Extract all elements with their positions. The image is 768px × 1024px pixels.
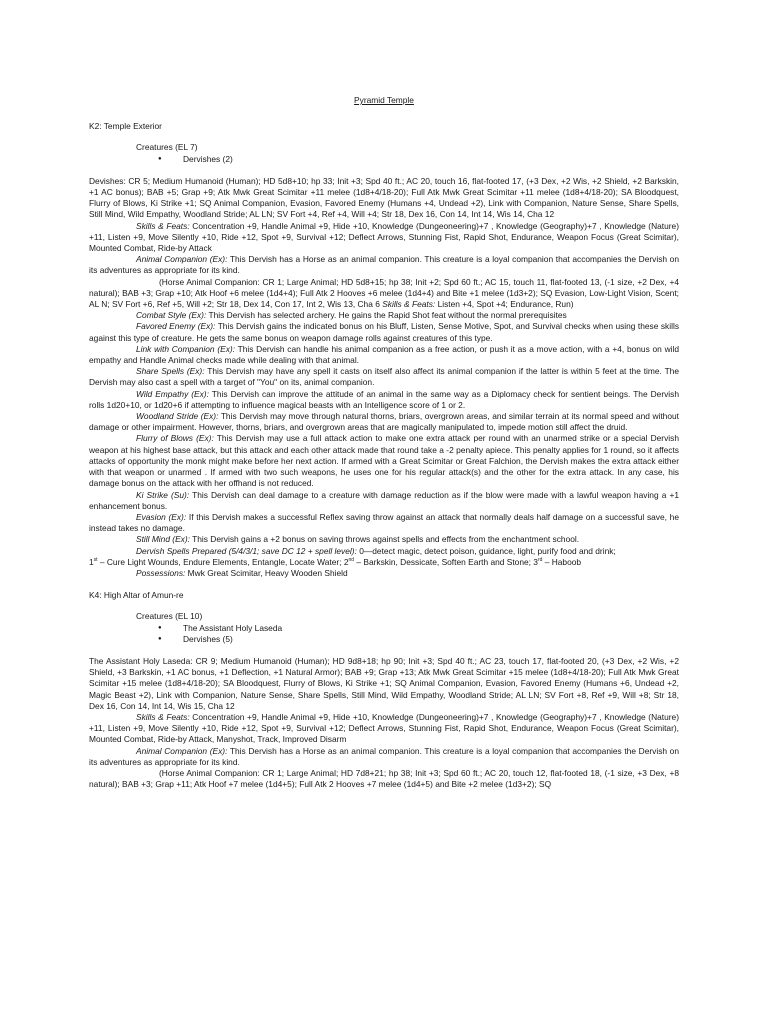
skills-label: Skills & Feats: — [136, 711, 190, 722]
ability-text: This Dervish gains a +2 bonus on saving throws against spells and effects from the enchantment school. — [189, 534, 580, 545]
creatures-label-k2: Creatures (EL 7) — [136, 142, 198, 153]
ability-label: Still Mind (Ex): — [136, 534, 190, 545]
companion-text: This Dervish has a Horse as an animal companion. This creature is a loyal companion that accompanies the Dervish on its adventures as appropriate for its kind. — [89, 254, 679, 276]
horse-stat-text: (Horse Animal Companion: CR 1; Large Animal; HD 7d8+21; hp 38; Init +3; Spd 60 ft.; AC 20, touch 12, flat-footed 18, (-1 size, +3 Dex, +8 natural); BAB +3; Grap +11; Atk Hoof +7 melee (1d4+5); Full Atk 2 Hooves +7 melee (1d4+5) and Bite +2 melee (1d3+2); SQ — [89, 767, 679, 790]
spells-level-1-sup: st — [93, 556, 98, 563]
ability-paragraph — [89, 512, 679, 534]
spells-level-2: – Barkskin, Dessicate, Soften Earth and Stone; 3 — [354, 556, 538, 567]
possessions-label: Possessions: — [136, 567, 186, 578]
ability-text: This Dervish can improve the attitude of an animal in the same way as a Diplomacy check for sentient beings. The Dervish rolls 1d20+10, or 1d20+6 if attempting to influence magical beasts with an Intelligence score of 1 or 2. — [89, 388, 680, 410]
stat-block: The Assistant Holy Laseda: CR 9; Medium Humanoid (Human); HD 9d8+18; hp 90; Init +3; Spd 40 ft.; AC 23, touch 17, flat-footed 20, (+3 Dex, +2 Wis, +2 Shield, +3 Barkskin, +1 AC bonus, +1 Deflection, +1 Natural Armor); BAB +9; Grap +13; Atk Mwk Great Scimitar +15 melee (1d8+4/18-20); Full Atk Mwk Great Scimitar +15 melee (1d8+4/18-20); SA Bloodquest, Flurry of Blows, Ki Strike +1; SQ Animal Companion, Evasion, Favored Enemy (Humans +6, Undead +2, Magic Beast +2), Link with Companion, Nature Sense, Share Spells, Still Mind, Wild Empathy, Woodland Stride; AL LN; SV Fort +8, Ref +9, Will +8; Str 18, Dex 16, Con 14, Int 14, Wis 15, Cha 12 — [89, 655, 679, 711]
document-title: Pyramid Temple — [354, 95, 414, 105]
companion-paragraph — [89, 746, 679, 768]
ability-text: This Dervish may have any spell it casts on itself also affect its animal companion if the latter is within 5 feet at the time. The Dervish may also cast a spell with a target of "You" on its, animal companion. — [89, 366, 679, 388]
spells-paragraph — [89, 546, 679, 568]
skills-label: Skills & Feats: — [136, 220, 190, 231]
skills-paragraph — [89, 221, 679, 255]
ability-paragraph — [89, 534, 679, 545]
spells-level-3: – Haboob — [542, 556, 582, 567]
ability-paragraph — [89, 389, 679, 411]
horse-stat-paragraph — [89, 277, 679, 311]
ability-text: This Dervish can deal damage to a creature with damage reduction as if the blow were made with a lawful weapon having a +1 enhancement bonus. — [89, 489, 679, 511]
horse-skills-text: Listen +4, Spot +4; Endurance, Run) — [435, 299, 574, 310]
ability-paragraph — [89, 411, 679, 433]
spells-level-3-sup: rd — [537, 556, 543, 563]
spells-level-2-sup: nd — [348, 556, 355, 563]
spells-level-1: – Cure Light Wounds, Endure Elements, Entangle, Locate Water; 2 — [97, 556, 349, 567]
ability-label: Share Spells (Ex): — [136, 366, 205, 377]
ability-paragraph — [89, 344, 679, 366]
skills-paragraph — [89, 712, 679, 746]
ability-text: This Dervish has selected archery. He gains the Rapid Shot feat without the normal prerequisites — [206, 310, 567, 321]
skills-text: Concentration +9, Handle Animal +9, Hide +10, Knowledge (Dungeoneering)+7 , Knowledge (Geography)+7 , Knowledge (Nature) +11, Listen +9, Move Silently +10, Ride +12, Spot +9, Survival +12; Deflect Arrows, Stunning Fist, Rapid Shot, Endurance, Weapon Focus (Great Scimitar), Mounted Combat, Ride-by Attack — [89, 220, 679, 254]
ability-label: Link with Companion (Ex): — [136, 343, 236, 354]
ability-paragraph — [89, 433, 679, 489]
skills-text: Concentration +9, Handle Animal +9, Hide +10, Knowledge (Dungeoneering)+7 , Knowledge (Geography)+7 , Knowledge (Nature) +11, Listen +9, Move Silently +10, Ride +12, Spot +9, Survival +12; Deflect Arrows, Stunning Fist, Rapid Shot, Endurance, Weapon Focus (Great Scimitar), Mounted Combat, Ride-by Attack, Manyshot, Track, Improved Disarm — [89, 711, 679, 745]
ability-text: This Dervish may move through natural thorns, briars, overgrown areas, and similar terrain at its normal speed and without damage or other impairment. However, thorns, briars, and overgrown areas that are magically manipulated to, impede motion still affect the druid. — [89, 411, 679, 433]
ability-label: Wild Empathy (Ex): — [136, 388, 209, 399]
ability-text: This Dervish can handle his animal companion as a free action, or push it as a move action, with a +4, bonus on wild empathy and Handle Animal checks made while dealing with that animal. — [89, 343, 679, 366]
ability-label: Evasion (Ex): — [136, 511, 187, 522]
ability-label: Ki Strike (Su): — [136, 489, 190, 500]
companion-label: Animal Companion (Ex): — [136, 254, 228, 265]
horse-stat-paragraph — [89, 768, 679, 790]
spells-level-0: 0—detect magic, detect poison, guidance, light, purify food and drink; — [356, 545, 616, 556]
spells-label: Dervish Spells Prepared (5/4/3/1; save DC 12 + spell level): — [136, 545, 357, 556]
ability-paragraph — [89, 366, 679, 388]
companion-paragraph — [89, 254, 679, 276]
ability-paragraph — [89, 490, 679, 512]
ability-text: This Dervish gains the indicated bonus on his Bluff, Listen, Sense Motive, Spot, and Survival checks when using these skills against this type of creature. He gets the same bonus on weapon damage rolls against creatures of this type. — [89, 321, 680, 343]
creature-bullet: ● Dervishes (5) — [183, 634, 679, 645]
ability-paragraph — [89, 321, 679, 343]
ability-text: If this Dervish makes a successful Reflex saving throw against an attack that normally deals half damage on a successful save, he instead takes no damage. — [89, 511, 680, 534]
document-page — [89, 88, 679, 790]
ability-text: This Dervish may use a full attack action to make one extra attack per round with an unarmed strike or a special Dervish weapon at his highest base attack, but this attack and each other attack made that round take a -2 penalty apiece. This penalty applies for 1 round, so it affects attacks of opportunity the monk might make before her next action. If armed with a Great Scimitar or Great Falchion, the Dervish makes the extra attack either with that weapon or unarmed . If armed with two such weapons, he uses one for his regular attack(s) and the other for the extra attack. In any case, his damage bonus on the attack with her offhand is not reduced. — [89, 433, 679, 489]
ability-label: Favored Enemy (Ex): — [136, 321, 216, 332]
creature-bullet: ● Dervishes (2) — [183, 154, 679, 165]
companion-label: Animal Companion (Ex): — [136, 745, 228, 756]
ability-paragraph — [89, 310, 679, 321]
ability-label: Flurry of Blows (Ex): — [136, 433, 214, 444]
stat-block: Devishes: CR 5; Medium Humanoid (Human); HD 5d8+10; hp 33; Init +3; Spd 40 ft.; AC 20, touch 16, flat-footed 17, (+3 Dex, +2 Wis, +2 Shield, +2 Barkskin, +1 AC bonus); BAB +5; Grap +9; Atk Mwk Great Scimitar +11 melee (1d8+4/18-20); Full Atk Mwk Great Scimitar +11 melee (1d8+4/18-20); SA Bloodquest, Flurry of Blows, Ki Strike +1; SQ Animal Companion, Evasion, Favored Enemy (Humans +4, Undead +2), Link with Companion, Nature Sense, Share Spells, Still Mind, Wild Empathy, Woodland Stride; AL LN; SV Fort +4, Ref +4, Will +4; Str 18, Dex 16, Con 14, Int 14, Wis 14, Cha 12 — [89, 175, 679, 220]
section-heading-k2: K2: Temple Exterior — [89, 121, 162, 132]
ability-label: Combat Style (Ex): — [136, 310, 207, 321]
section-heading-k4: K4: High Altar of Amun-re — [89, 590, 184, 601]
horse-skills-label: Skills & Feats: — [382, 299, 436, 310]
companion-text: This Dervish has a Horse as an animal companion. This creature is a loyal companion that accompanies the Dervish on its adventures as appropriate for its kind. — [89, 745, 679, 767]
possessions-text: Mwk Great Scimitar, Heavy Wooden Shield — [185, 567, 348, 578]
ability-label: Woodland Stride (Ex): — [136, 411, 219, 422]
horse-stat-text: (Horse Animal Companion: CR 1; Large Animal; HD 5d8+15; hp 38; Init +2; Spd 60 ft.; AC 15, touch 11, flat-footed 13, (-1 size, +2 Dex, +4 natural); BAB +3; Grap +10; Atk Hoof +6 melee (1d4+4); Full Atk 2 Hooves +6 melee (1d4+4) and Bite +1 melee (1d3+2); SQ Evasion, Low-Light Vision, Scent; AL N; SV Fort +6, Ref +5, Will +2; Str 18, Dex 14, Con 17, Int 2, Wis 13, Cha 6 — [89, 276, 679, 310]
creatures-label-k4: Creatures (EL 10) — [136, 611, 203, 622]
possessions-paragraph — [89, 568, 679, 579]
spells-level-1-num: 1 — [89, 556, 94, 567]
creature-bullet: ● The Assistant Holy Laseda — [183, 623, 679, 634]
